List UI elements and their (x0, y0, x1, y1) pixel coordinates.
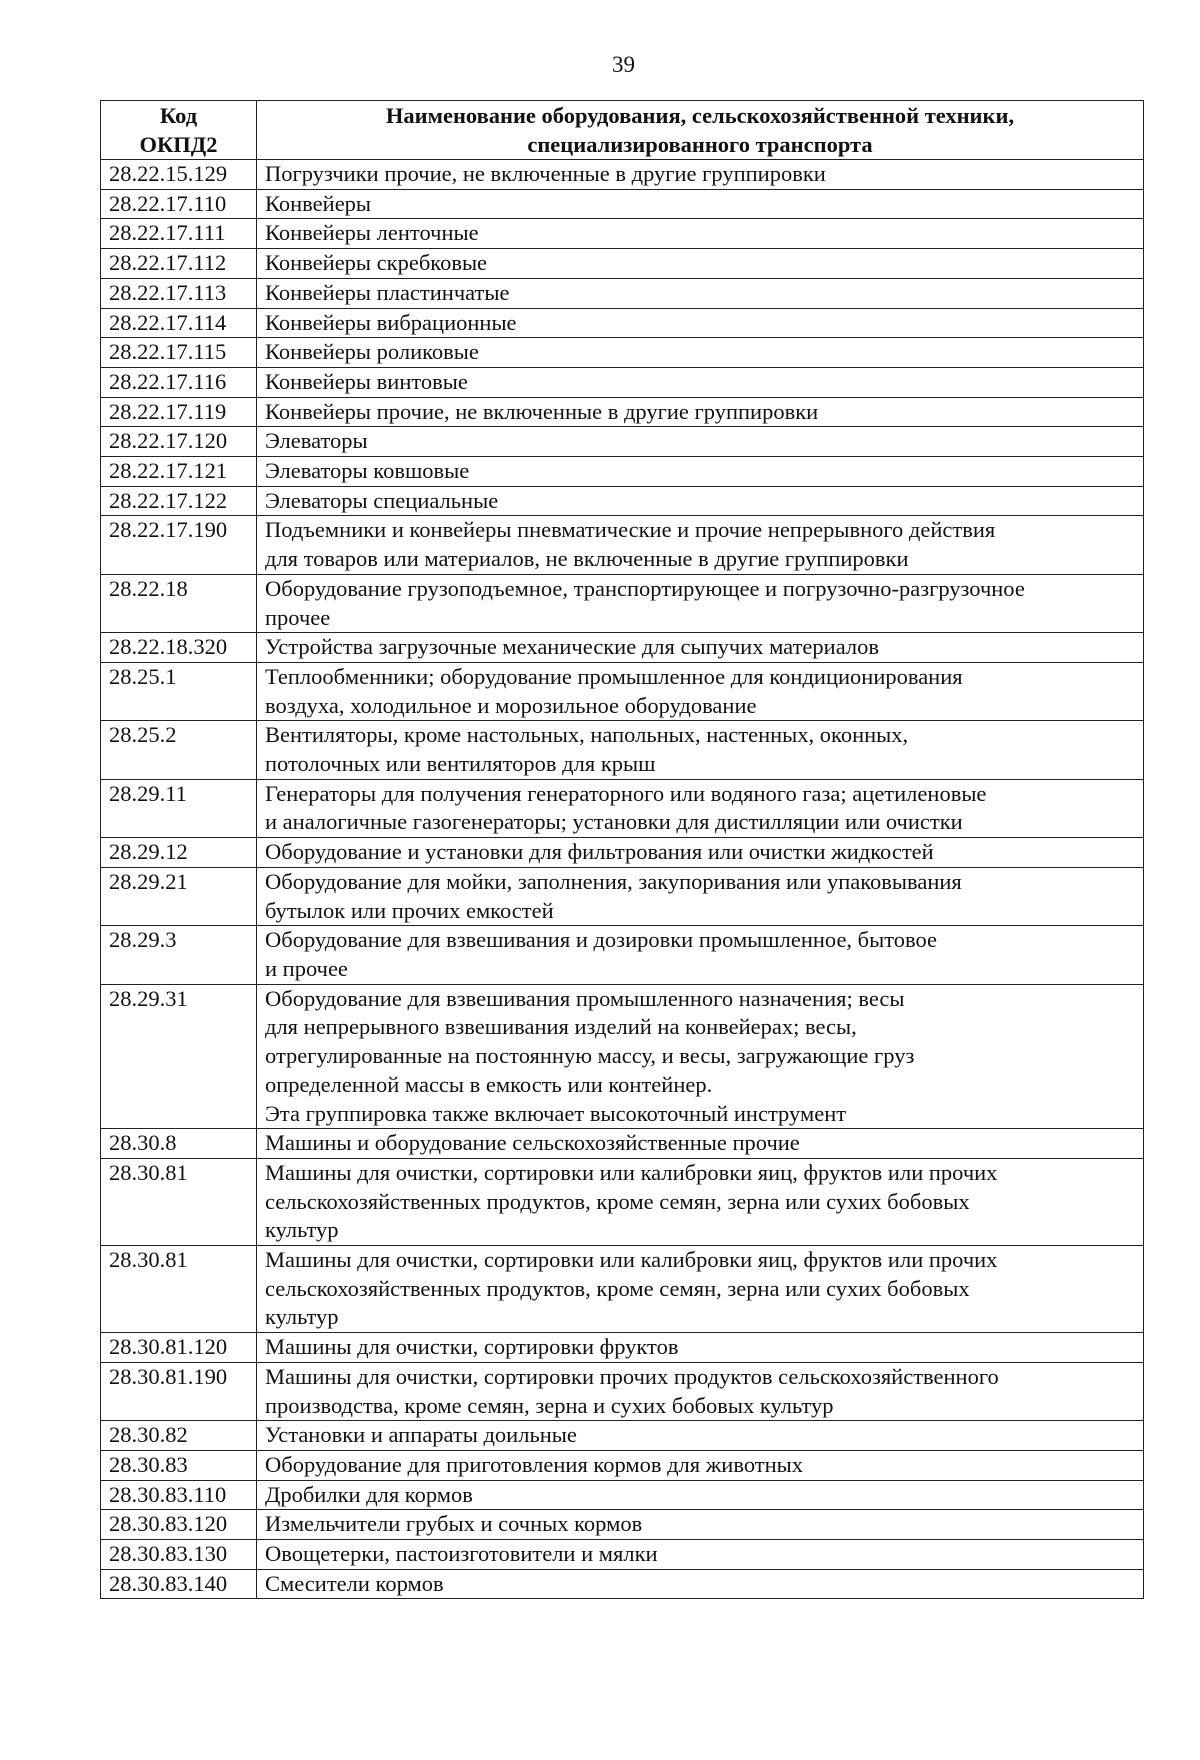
equipment-name-cell: Машины для очистки, сортировки или калибровки яиц, фруктов или прочих сельскохозяйственных продуктов, кроме семян, зерна или сухих бобовых культур (257, 1158, 1144, 1245)
code-column-header-text: Код ОКПД2 (139, 103, 218, 157)
okpd2-code-cell: 28.29.3 (101, 926, 257, 984)
okpd2-code-cell: 28.30.83 (101, 1450, 257, 1480)
okpd2-code-cell: 28.29.21 (101, 867, 257, 925)
table-row (101, 926, 1144, 984)
okpd2-code-cell: 28.22.18.320 (101, 633, 257, 663)
equipment-name-cell: Устройства загрузочные механические для сыпучих материалов (257, 633, 1144, 663)
table-row (101, 457, 1144, 487)
okpd2-code-cell: 28.30.81 (101, 1246, 257, 1333)
equipment-name-cell: Конвейеры ленточные (257, 219, 1144, 249)
table-row (101, 397, 1144, 427)
okpd2-code-cell: 28.30.83.110 (101, 1480, 257, 1510)
page-number: 39 (612, 52, 635, 77)
equipment-name-cell: Теплообменники; оборудование промышленное для кондиционирования воздуха, холодильное и морозильное оборудование (257, 662, 1144, 720)
equipment-name-cell: Конвейеры пластинчатые (257, 278, 1144, 308)
equipment-name-cell: Машины для очистки, сортировки фруктов (257, 1333, 1144, 1363)
okpd2-code-cell: 28.22.17.112 (101, 249, 257, 279)
equipment-name-cell: Установки и аппараты доильные (257, 1421, 1144, 1451)
equipment-name-cell: Машины и оборудование сельскохозяйственные прочие (257, 1129, 1144, 1159)
table-row (101, 1129, 1144, 1159)
okpd2-code-cell: 28.29.12 (101, 838, 257, 868)
okpd2-code-cell: 28.22.18 (101, 574, 257, 632)
equipment-name-cell: Оборудование для взвешивания и дозировки промышленное, бытовое и прочее (257, 926, 1144, 984)
equipment-name-cell: Дробилки для кормов (257, 1480, 1144, 1510)
table-row (101, 1480, 1144, 1510)
table-row (101, 867, 1144, 925)
table-row (101, 662, 1144, 720)
table-row (101, 1333, 1144, 1363)
table-row (101, 367, 1144, 397)
okpd2-code-cell: 28.22.17.120 (101, 427, 257, 457)
table-row (101, 1421, 1144, 1451)
table-row (101, 1158, 1144, 1245)
table-header-row (101, 101, 1144, 160)
table-row (101, 338, 1144, 368)
okpd2-code-cell: 28.22.17.114 (101, 308, 257, 338)
equipment-name-cell: Вентиляторы, кроме настольных, напольных, настенных, оконных, потолочных или вентиляторов для крыш (257, 721, 1144, 779)
okpd2-code-cell: 28.30.8 (101, 1129, 257, 1159)
okpd2-code-cell: 28.22.17.115 (101, 338, 257, 368)
equipment-name-cell: Конвейеры роликовые (257, 338, 1144, 368)
equipment-name-cell: Конвейеры прочие, не включенные в другие группировки (257, 397, 1144, 427)
table-row (101, 189, 1144, 219)
okpd2-code-cell: 28.30.81.120 (101, 1333, 257, 1363)
table-row (101, 160, 1144, 190)
equipment-name-cell: Овощетерки, пастоизготовители и мялки (257, 1540, 1144, 1570)
table-row (101, 1569, 1144, 1599)
okpd2-code-cell: 28.29.11 (101, 779, 257, 837)
equipment-name-cell: Генераторы для получения генераторного или водяного газа; ацетиленовые и аналогичные газогенераторы; установки для дистилляции или очистки (257, 779, 1144, 837)
table-row (101, 486, 1144, 516)
okpd2-code-cell: 28.22.17.121 (101, 457, 257, 487)
table-row (101, 1450, 1144, 1480)
okpd2-code-cell: 28.22.17.110 (101, 189, 257, 219)
equipment-name-cell: Элеваторы ковшовые (257, 457, 1144, 487)
okpd2-code-cell: 28.30.82 (101, 1421, 257, 1451)
table-row (101, 779, 1144, 837)
table-row (101, 516, 1144, 574)
okpd2-code-cell: 28.30.83.120 (101, 1510, 257, 1540)
table-row (101, 1362, 1144, 1420)
equipment-name-cell: Машины для очистки, сортировки прочих продуктов сельскохозяйственного производства, кроме семян, зерна и сухих бобовых культур (257, 1362, 1144, 1420)
okpd2-code-cell: 28.25.2 (101, 721, 257, 779)
table-row (101, 427, 1144, 457)
equipment-name-cell: Оборудование для приготовления кормов для животных (257, 1450, 1144, 1480)
equipment-name-cell: Оборудование грузоподъемное, транспортирующее и погрузочно-разгрузочное прочее (257, 574, 1144, 632)
table-row (101, 838, 1144, 868)
okpd2-code-cell: 28.22.17.111 (101, 219, 257, 249)
table-row (101, 984, 1144, 1129)
okpd2-code-cell: 28.25.1 (101, 662, 257, 720)
equipment-name-cell: Конвейеры (257, 189, 1144, 219)
equipment-name-cell: Конвейеры винтовые (257, 367, 1144, 397)
table-row (101, 219, 1144, 249)
okpd2-code-cell: 28.22.17.122 (101, 486, 257, 516)
equipment-name-cell: Измельчители грубых и сочных кормов (257, 1510, 1144, 1540)
table-row (101, 308, 1144, 338)
equipment-name-cell: Оборудование и установки для фильтрования или очистки жидкостей (257, 838, 1144, 868)
equipment-table (100, 100, 1144, 1599)
equipment-name-cell: Смесители кормов (257, 1569, 1144, 1599)
equipment-name-cell: Машины для очистки, сортировки или калибровки яиц, фруктов или прочих сельскохозяйственных продуктов, кроме семян, зерна или сухих бобовых культур (257, 1246, 1144, 1333)
equipment-name-cell: Элеваторы специальные (257, 486, 1144, 516)
okpd2-code-cell: 28.22.17.190 (101, 516, 257, 574)
okpd2-code-cell: 28.22.17.113 (101, 278, 257, 308)
equipment-name-cell: Конвейеры вибрационные (257, 308, 1144, 338)
name-column-header (257, 101, 1144, 160)
okpd2-code-cell: 28.22.17.116 (101, 367, 257, 397)
equipment-name-cell: Погрузчики прочие, не включенные в другие группировки (257, 160, 1144, 190)
table-row (101, 278, 1144, 308)
table-body (101, 160, 1144, 1599)
table-row (101, 574, 1144, 632)
okpd2-code-cell: 28.29.31 (101, 984, 257, 1129)
equipment-name-cell: Оборудование для мойки, заполнения, закупоривания или упаковывания бутылок или прочих емкостей (257, 867, 1144, 925)
equipment-name-cell: Элеваторы (257, 427, 1144, 457)
equipment-name-cell: Подъемники и конвейеры пневматические и прочие непрерывного действия для товаров или материалов, не включенные в другие группировки (257, 516, 1144, 574)
okpd2-code-cell: 28.22.15.129 (101, 160, 257, 190)
equipment-name-cell: Конвейеры скребковые (257, 249, 1144, 279)
name-column-header-text: Наименование оборудования, сельскохозяйственной техники, специализированного транспорта (385, 103, 1015, 157)
okpd2-code-cell: 28.30.81 (101, 1158, 257, 1245)
table-row (101, 633, 1144, 663)
table-row (101, 1246, 1144, 1333)
table-row (101, 721, 1144, 779)
okpd2-code-cell: 28.30.81.190 (101, 1362, 257, 1420)
okpd2-code-cell: 28.30.83.140 (101, 1569, 257, 1599)
table-row (101, 1540, 1144, 1570)
table-row (101, 1510, 1144, 1540)
okpd2-code-cell: 28.22.17.119 (101, 397, 257, 427)
table-row (101, 249, 1144, 279)
equipment-name-cell: Оборудование для взвешивания промышленного назначения; весы для непрерывного взвешивания изделий на конвейерах; весы, отрегулированные на постоянную массу, и весы, загружающие груз определенной массы в емкость или контейнер. Эта группировка также включает высокоточный инструмент (257, 984, 1144, 1129)
code-column-header (101, 101, 257, 160)
okpd2-code-cell: 28.30.83.130 (101, 1540, 257, 1570)
